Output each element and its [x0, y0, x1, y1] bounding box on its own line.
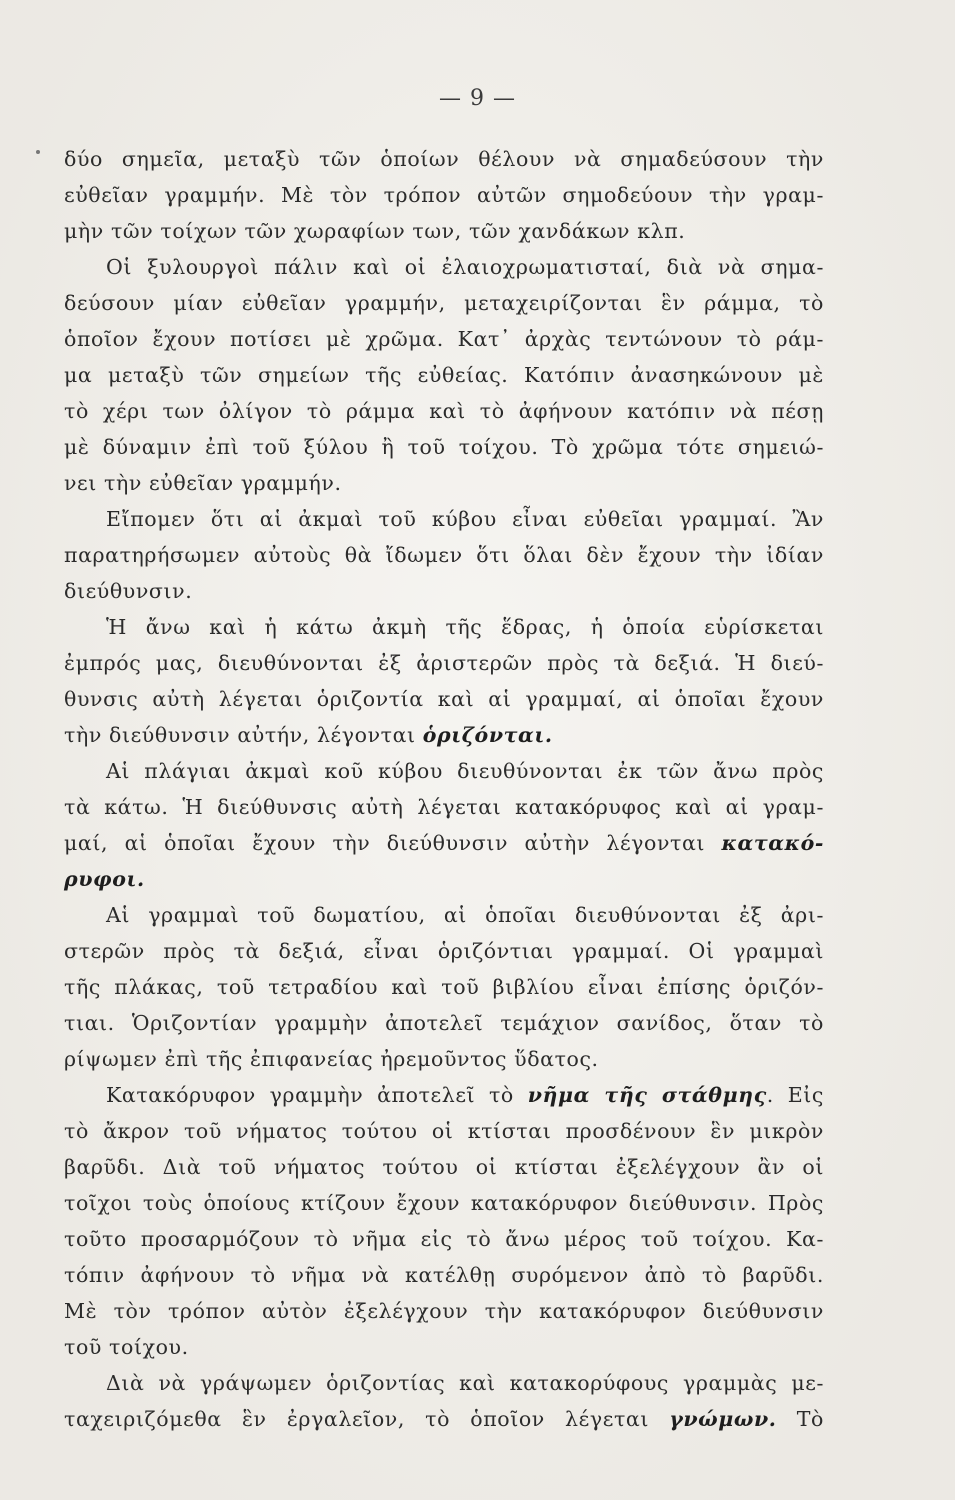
- text-run: παρατηρήσωμεν αὐτοὺς θὰ ἴδωμεν ὅτι ὅλαι δὲν ἔχουν τὴν ἰδίαν: [64, 543, 824, 567]
- text-run: . Εἰς: [766, 1083, 824, 1107]
- text-line: [64, 501, 824, 537]
- text-line: [64, 1257, 824, 1293]
- text-run: τόπιν ἀφήνουν τὸ νῆμα νὰ κατέλθῃ συρόμενον ἀπὸ τὸ βαρῦδι.: [64, 1263, 824, 1287]
- emphasized-term: ρυφοι.: [64, 867, 145, 891]
- text-line: [64, 969, 824, 1005]
- text-run: θυνσις αὐτὴ λέγεται ὁριζοντία καὶ αἱ γραμμαί, αἱ ὁποῖαι ἔχουν: [64, 687, 824, 711]
- text-run: βαρῦδι. Διὰ τοῦ νήματος τούτου οἱ κτίσται ἐξελέγχουν ἂν οἱ: [64, 1155, 824, 1179]
- text-line: [64, 1293, 824, 1329]
- text-run: τῆς πλάκας, τοῦ τετραδίου καὶ τοῦ βιβλίου εἶναι ἐπίσης ὁριζόν-: [64, 975, 824, 999]
- text-run: Εἴπομεν ὅτι αἱ ἀκμαὶ τοῦ κύβου εἶναι εὐθεῖαι γραμμαί. Ἂν: [106, 507, 824, 531]
- text-line: [64, 465, 824, 501]
- text-run: τιαι. Ὁριζοντίαν γραμμὴν ἀποτελεῖ τεμάχιον σανίδος, ὅταν τὸ: [64, 1011, 824, 1035]
- text-run: τοῦ τοίχου.: [64, 1335, 189, 1359]
- text-run: τὸ χέρι των ὀλίγον τὸ ράμμα καὶ τὸ ἀφήνουν κατόπιν νὰ πέσῃ: [64, 399, 824, 423]
- emphasized-term: κατακό-: [721, 831, 824, 855]
- text-line: [64, 321, 824, 357]
- text-run: Διὰ νὰ γράψωμεν ὁριζοντίας καὶ κατακορύφους γραμμὰς με-: [106, 1371, 824, 1395]
- text-run: τοῖχοι τοὺς ὁποίους κτίζουν ἔχουν κατακόρυφον διεύθυνσιν. Πρὸς: [64, 1191, 824, 1215]
- text-line: [64, 1113, 824, 1149]
- text-line: [64, 753, 824, 789]
- text-run: μὴν τῶν τοίχων τῶν χωραφίων των, τῶν χανδάκων κλπ.: [64, 219, 686, 243]
- text-run: εὐθεῖαν γραμμήν. Μὲ τὸν τρόπον αὐτῶν σημοδεύουν τὴν γραμ-: [64, 183, 824, 207]
- text-run: Οἱ ξυλουργοὶ πάλιν καὶ οἱ ἐλαιοχρωματισταί, διὰ νὰ σημα-: [106, 255, 824, 279]
- text-line: [64, 1365, 824, 1401]
- text-line: [64, 573, 824, 609]
- text-line: [64, 645, 824, 681]
- text-line: [64, 141, 824, 177]
- text-run: μα μεταξὺ τῶν σημείων τῆς εὐθείας. Κατόπιν ἀνασηκώνουν μὲ: [64, 363, 824, 387]
- emphasized-term: γνώμων.: [669, 1407, 777, 1431]
- text-line: [64, 177, 824, 213]
- text-line: [64, 537, 824, 573]
- text-line: [64, 681, 824, 717]
- page-number: — 9 —: [439, 86, 516, 111]
- margin-mark: [36, 150, 40, 154]
- text-run: Αἱ γραμμαὶ τοῦ δωματίου, αἱ ὁποῖαι διευθύνονται ἐξ ἀρι-: [106, 903, 824, 927]
- text-run: στερῶν πρὸς τὰ δεξιά, εἶναι ὁριζόντιαι γραμμαί. Οἱ γραμμαὶ: [64, 939, 824, 963]
- text-run: Αἱ πλάγιαι ἀκμαὶ κοῦ κύβου διευθύνονται ἐκ τῶν ἄνω πρὸς: [106, 759, 824, 783]
- text-line: [64, 1185, 824, 1221]
- text-run: τοῦτο προσαρμόζουν τὸ νῆμα εἰς τὸ ἄνω μέρος τοῦ τοίχου. Κα-: [64, 1227, 824, 1251]
- text-line: [64, 393, 824, 429]
- text-line: [64, 1077, 824, 1113]
- text-run: τὸ ἄκρον τοῦ νήματος τούτου οἱ κτίσται προσδένουν ἓν μικρὸν: [64, 1119, 824, 1143]
- text-line: [64, 1041, 824, 1077]
- text-run: τὴν διεύθυνσιν αὐτήν, λέγονται: [64, 723, 423, 747]
- text-run: ἐμπρός μας, διευθύνονται ἐξ ἀριστερῶν πρὸς τὰ δεξιά. Ἡ διεύ-: [64, 651, 824, 675]
- text-line: [64, 1005, 824, 1041]
- text-line: [64, 213, 824, 249]
- text-line: [64, 609, 824, 645]
- text-run: δεύσουν μίαν εὐθεῖαν γραμμήν, μεταχειρίζονται ἓν ράμμα, τὸ: [64, 291, 824, 315]
- text-line: [64, 825, 824, 861]
- text-line: [64, 717, 824, 753]
- text-line: [64, 789, 824, 825]
- text-line: [64, 933, 824, 969]
- text-line: [64, 897, 824, 933]
- text-line: [64, 1221, 824, 1257]
- body-text: [64, 141, 824, 1437]
- text-run: δύο σημεῖα, μεταξὺ τῶν ὁποίων θέλουν νὰ σημαδεύσουν τὴν: [64, 147, 824, 171]
- text-run: ὁποῖον ἔχουν ποτίσει μὲ χρῶμα. Κατ᾿ ἀρχὰς τεντώνουν τὸ ράμ-: [64, 327, 824, 351]
- text-line: [64, 861, 824, 897]
- text-run: Μὲ τὸν τρόπον αὐτὸν ἐξελέγχουν τὴν κατακόρυφον διεύθυνσιν: [64, 1299, 824, 1323]
- text-run: ρίψωμεν ἐπὶ τῆς ἐπιφανείας ἠρεμοῦντος ὕδατος.: [64, 1047, 599, 1071]
- text-run: νει τὴν εὐθεῖαν γραμμήν.: [64, 471, 342, 495]
- text-run: μαί, αἱ ὁποῖαι ἔχουν τὴν διεύθυνσιν αὐτὴν λέγονται: [64, 831, 722, 855]
- text-line: [64, 285, 824, 321]
- text-run: Τὸ: [776, 1407, 824, 1431]
- text-line: [64, 357, 824, 393]
- text-run: Ἡ ἄνω καὶ ἡ κάτω ἀκμὴ τῆς ἕδρας, ἡ ὁποία εὑρίσκεται: [106, 615, 824, 639]
- text-line: [64, 1149, 824, 1185]
- emphasized-term: νῆμα τῆς στάθμης: [527, 1083, 767, 1107]
- text-run: μὲ δύναμιν ἐπὶ τοῦ ξύλου ἢ τοῦ τοίχου. Τὸ χρῶμα τότε σημειώ-: [64, 435, 824, 459]
- text-line: [64, 249, 824, 285]
- emphasized-term: ὁριζόνται.: [422, 723, 553, 747]
- text-run: διεύθυνσιν.: [64, 579, 193, 603]
- text-line: [64, 429, 824, 465]
- text-run: τὰ κάτω. Ἡ διεύθυνσις αὐτὴ λέγεται κατακόρυφος καὶ αἱ γραμ-: [64, 795, 824, 819]
- text-line: [64, 1329, 824, 1365]
- text-run: Κατακόρυφον γραμμὴν ἀποτελεῖ τὸ: [106, 1083, 528, 1107]
- text-line: [64, 1401, 824, 1437]
- text-run: ταχειριζόμεθα ἓν ἐργαλεῖον, τὸ ὁποῖον λέγεται: [64, 1407, 670, 1431]
